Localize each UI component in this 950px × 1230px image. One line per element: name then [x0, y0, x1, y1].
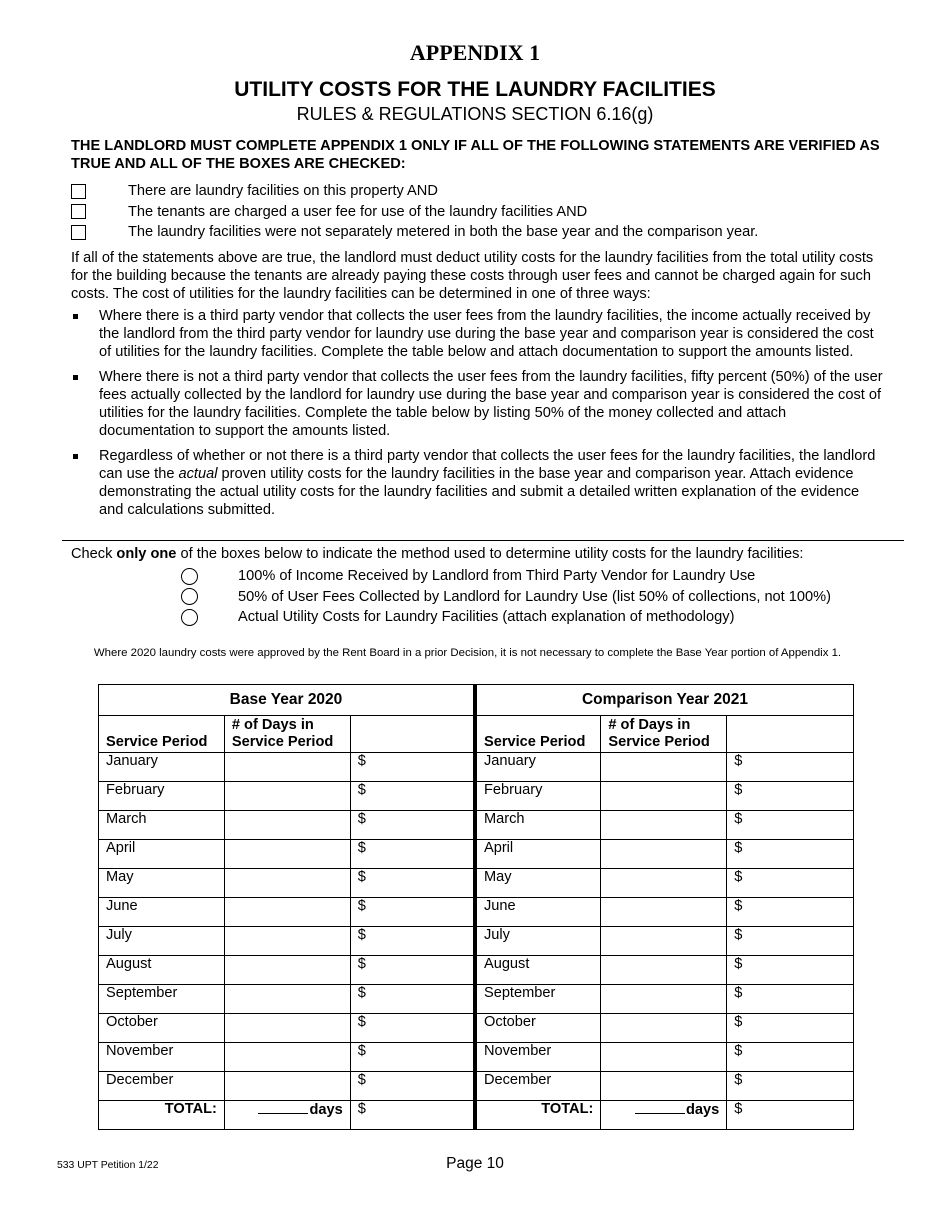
base-service-period: November — [99, 1043, 225, 1072]
statement-checkbox[interactable] — [71, 204, 86, 219]
total-days-field[interactable] — [601, 1101, 727, 1130]
comparison-days-field[interactable] — [601, 927, 727, 956]
statement-row — [71, 202, 911, 223]
method-radio[interactable] — [181, 588, 198, 605]
table-row — [99, 811, 854, 840]
comparison-amount-field[interactable]: $ — [727, 927, 854, 956]
total-days-field[interactable] — [224, 1101, 350, 1130]
statement-text: The laundry facilities were not separately metered in both the base year and the comparison year. — [128, 224, 759, 241]
bullet-text-post: proven utility costs for the laundry facilities in the base year and comparison year. Attach evidence demonstrating the actual utility costs for the laundry facilities and submit a detailed written explanation of the evidence and calculations submitted. — [99, 466, 860, 518]
table-row — [99, 1014, 854, 1043]
intro-instructions: THE LANDLORD MUST COMPLETE APPENDIX 1 ONLY IF ALL OF THE FOLLOWING STATEMENTS ARE VERIFIED AS TRUE AND ALL OF THE BOXES ARE CHECKED: — [71, 138, 880, 172]
base-amount-field[interactable]: $ — [350, 753, 475, 782]
comparison-service-period: July — [475, 927, 601, 956]
comparison-amount-field[interactable]: $ — [727, 898, 854, 927]
comparison-service-period: May — [475, 869, 601, 898]
base-days-field[interactable] — [224, 840, 350, 869]
base-service-period: December — [99, 1072, 225, 1101]
base-days-field[interactable] — [224, 927, 350, 956]
base-days-field[interactable] — [224, 782, 350, 811]
bullet-item — [71, 368, 883, 440]
total-days-label: days — [309, 1102, 343, 1118]
column-header-days — [224, 716, 350, 753]
statement-checkbox[interactable] — [71, 225, 86, 240]
section-divider — [62, 540, 904, 541]
total-label: TOTAL: — [99, 1101, 225, 1130]
bullet-text — [99, 447, 883, 519]
comparison-days-field[interactable] — [601, 782, 727, 811]
base-amount-field[interactable]: $ — [350, 811, 475, 840]
method-instructions — [71, 546, 911, 562]
comparison-days-field[interactable] — [601, 898, 727, 927]
method-radio[interactable] — [181, 609, 198, 626]
comparison-service-period: August — [475, 956, 601, 985]
comparison-year-heading: Comparison Year 2021 — [475, 685, 854, 716]
statement-row — [71, 222, 911, 243]
base-service-period: March — [99, 811, 225, 840]
base-days-field[interactable] — [224, 985, 350, 1014]
base-days-field[interactable] — [224, 956, 350, 985]
comparison-service-period: January — [475, 753, 601, 782]
total-days-label: days — [685, 1102, 720, 1118]
base-days-field[interactable] — [224, 811, 350, 840]
table-row — [99, 985, 854, 1014]
method-options — [181, 566, 901, 628]
base-service-period: June — [99, 898, 225, 927]
column-header-amount — [727, 716, 854, 753]
statement-row — [71, 181, 911, 202]
column-header-amount — [350, 716, 475, 753]
base-service-period: August — [99, 956, 225, 985]
comparison-days-field[interactable] — [601, 753, 727, 782]
base-year-heading: Base Year 2020 — [99, 685, 475, 716]
base-year-note: Where 2020 laundry costs were approved by the Rent Board in a prior Decision, it is not necessary to complete the Base Year portion of Appendix 1. — [93, 647, 842, 659]
comparison-days-field[interactable] — [601, 840, 727, 869]
base-service-period: October — [99, 1014, 225, 1043]
table-row — [99, 1072, 854, 1101]
bullet-text: Where there is not a third party vendor that collects the user fees from the laundry facilities, fifty percent (50%) of the user fees actually collected by the landlord for laundry use during the base year and comparison year is considered the cost of utilities for the laundry facilities. Complete the table below by listing 50% of the money collected and attach documentation to support the amounts listed. — [99, 369, 883, 439]
column-header-service-period: Service Period — [475, 716, 601, 753]
table-row — [99, 753, 854, 782]
column-header-days — [601, 716, 727, 753]
bullet-text: Where there is a third party vendor that collects the user fees from the laundry facilities, the income actually received by the landlord from the third party vendor for laundry use during the base year and comparison year is considered the cost of utilities for the laundry facilities. Complete the table below and attach documentation to support the amounts listed. — [99, 308, 874, 360]
base-service-period: January — [99, 753, 225, 782]
base-days-field[interactable] — [224, 898, 350, 927]
base-days-field[interactable] — [224, 1043, 350, 1072]
page-subtitle: RULES & REGULATIONS SECTION 6.16(g) — [296, 104, 654, 124]
base-service-period: April — [99, 840, 225, 869]
page-title: UTILITY COSTS FOR THE LAUNDRY FACILITIES — [234, 78, 716, 101]
comparison-amount-field[interactable]: $ — [727, 869, 854, 898]
statement-checkbox[interactable] — [71, 184, 86, 199]
base-amount-field[interactable]: $ — [350, 1043, 475, 1072]
comparison-amount-field[interactable]: $ — [727, 811, 854, 840]
column-header-days-line2: Service Period — [608, 734, 710, 750]
comparison-amount-field[interactable]: $ — [727, 985, 854, 1014]
total-amount-field[interactable]: $ — [727, 1101, 854, 1130]
base-service-period: September — [99, 985, 225, 1014]
bullet-text-pre: Regardless of whether or not there is a third party vendor that collects the user fees for the laundry facilities, the landlord can use the — [99, 448, 876, 482]
comparison-service-period: September — [475, 985, 601, 1014]
base-days-field[interactable] — [224, 1014, 350, 1043]
comparison-service-period: October — [475, 1014, 601, 1043]
column-header-days-line2: Service Period — [231, 734, 334, 750]
comparison-service-period: December — [475, 1072, 601, 1101]
table-row — [99, 956, 854, 985]
comparison-amount-field[interactable]: $ — [727, 1043, 854, 1072]
form-identifier: 533 UPT Petition 1/22 — [57, 1160, 159, 1171]
table-column-header-row — [99, 716, 854, 753]
comparison-service-period: June — [475, 898, 601, 927]
table-row — [99, 927, 854, 956]
base-service-period: July — [99, 927, 225, 956]
bullet-text-emphasis: actual — [178, 466, 218, 482]
method-option-label: 50% of User Fees Collected by Landlord for Laundry Use (list 50% of collections, not 100%) — [238, 588, 831, 605]
base-amount-field[interactable]: $ — [350, 985, 475, 1014]
appendix-heading: APPENDIX 1 — [409, 40, 541, 65]
method-text-bold: only one — [116, 546, 177, 562]
comparison-days-field[interactable] — [601, 1014, 727, 1043]
comparison-days-field[interactable] — [601, 869, 727, 898]
statement-text: The tenants are charged a user fee for use of the laundry facilities AND — [128, 203, 588, 220]
comparison-days-field[interactable] — [601, 1072, 727, 1101]
laundry-cost-table — [98, 684, 854, 1130]
base-amount-field[interactable]: $ — [350, 898, 475, 927]
comparison-amount-field[interactable]: $ — [727, 956, 854, 985]
comparison-days-field[interactable] — [601, 985, 727, 1014]
bullet-icon — [71, 368, 99, 440]
table-row — [99, 898, 854, 927]
method-option — [181, 607, 901, 628]
base-amount-field[interactable]: $ — [350, 840, 475, 869]
table-row — [99, 840, 854, 869]
column-header-service-period: Service Period — [99, 716, 225, 753]
total-days-blank — [258, 1101, 308, 1114]
table-row — [99, 782, 854, 811]
comparison-service-period: February — [475, 782, 601, 811]
comparison-amount-field[interactable]: $ — [727, 840, 854, 869]
table-row — [99, 869, 854, 898]
total-amount-field[interactable]: $ — [350, 1101, 475, 1130]
table-row — [99, 1043, 854, 1072]
method-option-label: 100% of Income Received by Landlord from Third Party Vendor for Laundry Use — [238, 568, 756, 585]
comparison-amount-field[interactable]: $ — [727, 1014, 854, 1043]
method-text-post: of the boxes below to indicate the method used to determine utility costs for the laundry facilities: — [176, 546, 804, 562]
bullet-icon — [71, 307, 99, 361]
base-days-field[interactable] — [224, 869, 350, 898]
page-number: Page 10 — [446, 1155, 504, 1172]
method-radio[interactable] — [181, 568, 198, 585]
method-bullets — [71, 307, 883, 526]
base-amount-field[interactable]: $ — [350, 869, 475, 898]
total-days-blank — [635, 1101, 685, 1114]
method-option — [181, 587, 901, 608]
comparison-days-field[interactable] — [601, 811, 727, 840]
table-total-row — [99, 1101, 854, 1130]
base-days-field[interactable] — [224, 753, 350, 782]
statement-text: There are laundry facilities on this property AND — [128, 183, 438, 200]
comparison-amount-field[interactable]: $ — [727, 753, 854, 782]
bullet-icon — [71, 447, 99, 519]
total-label: TOTAL: — [475, 1101, 601, 1130]
column-header-days-line1: # of Days in — [231, 717, 314, 733]
base-days-field[interactable] — [224, 1072, 350, 1101]
base-amount-field[interactable]: $ — [350, 927, 475, 956]
comparison-service-period: November — [475, 1043, 601, 1072]
base-service-period: May — [99, 869, 225, 898]
explanation-paragraph: If all of the statements above are true, the landlord must deduct utility costs for the laundry facilities from the total utility costs for the building because the tenants are already paying these costs through user fees and cannot be charged again for such costs. The cost of utilities for the laundry facilities can be determined in one of three ways: — [71, 250, 874, 302]
comparison-service-period: April — [475, 840, 601, 869]
bullet-item — [71, 447, 883, 519]
base-amount-field[interactable]: $ — [350, 1072, 475, 1101]
comparison-days-field[interactable] — [601, 956, 727, 985]
base-amount-field[interactable]: $ — [350, 956, 475, 985]
statement-checklist — [71, 181, 911, 243]
base-amount-field[interactable]: $ — [350, 1014, 475, 1043]
comparison-amount-field[interactable]: $ — [727, 1072, 854, 1101]
comparison-days-field[interactable] — [601, 1043, 727, 1072]
table-year-header-row — [99, 685, 854, 716]
method-option-label: Actual Utility Costs for Laundry Facilities (attach explanation of methodology) — [238, 609, 735, 626]
bullet-item — [71, 307, 883, 361]
base-service-period: February — [99, 782, 225, 811]
base-amount-field[interactable]: $ — [350, 782, 475, 811]
comparison-service-period: March — [475, 811, 601, 840]
method-option — [181, 566, 901, 587]
column-header-days-line1: # of Days in — [608, 717, 691, 733]
method-text-pre: Check — [71, 546, 117, 562]
comparison-amount-field[interactable]: $ — [727, 782, 854, 811]
